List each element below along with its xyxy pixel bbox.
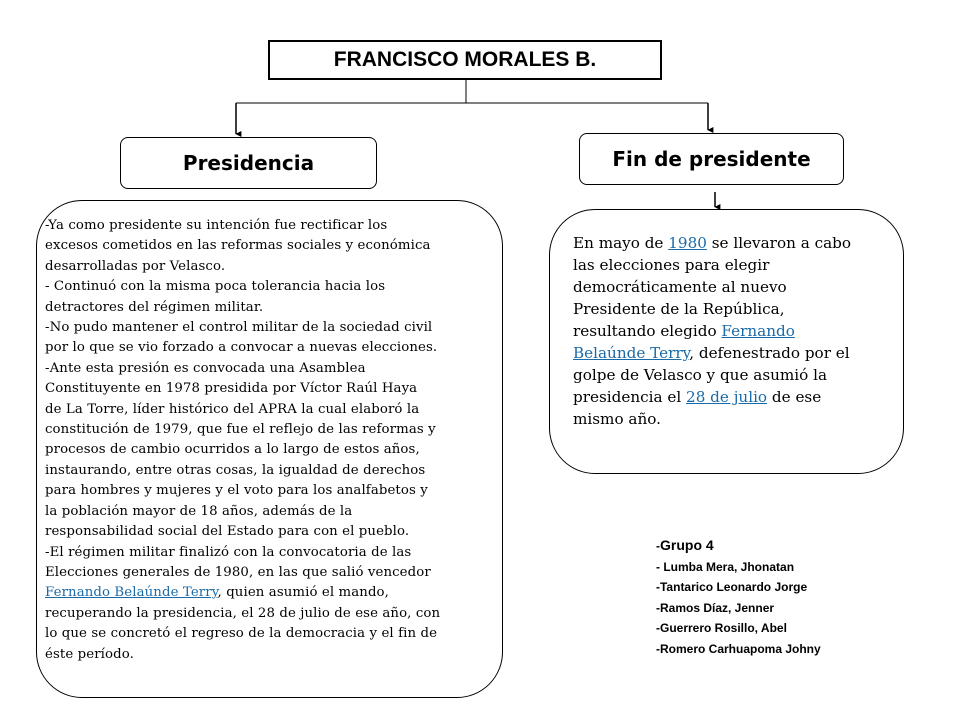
right-text-part-4: de ese mismo año.	[573, 388, 822, 428]
group-member: - Lumba Mera, Jhonatan	[656, 559, 795, 574]
link-1980[interactable]: 1980	[668, 234, 707, 252]
link-fernando-belaunde-terry[interactable]: Fernando Belaúnde Terry	[45, 585, 218, 601]
group-member: -Tantarico Leonardo Jorge	[656, 580, 808, 594]
group-members	[656, 535, 916, 659]
right-text-part-1: En mayo de	[573, 234, 669, 252]
group-member: -Ramos Díaz, Jenner	[656, 600, 775, 615]
left-panel-text	[45, 216, 505, 665]
link-28-de-julio[interactable]: 28 de julio	[686, 388, 768, 406]
link-fernando[interactable]: Fernando	[721, 322, 795, 340]
group-member: -Guerrero Rosillo, Abel	[656, 621, 787, 635]
left-text-part-1: -Ya como presidente su intención fue rectificar los excesos cometidos en las reformas sociales y económica desarrolladas por Velasco. - Continuó con la misma poca tolerancia hacia los detractores del régimen militar. -No pudo mantener el control militar de la sociedad civil por lo que se vio forzado a convocar a nuevas elecciones. -Ante esta presión es convocada una Asamblea Constituyente en 1978 presidida por Víctor Raúl Haya de La Torre, líder histórico del APRA la cual elaboró la constitución de 1979, que fue el reflejo de las reformas y procesos de cambio ocurridos a lo largo de estos años, instaurando, entre otras cosas, la igualdad de derechos para hombres y mujeres y el voto para los analfabetos y la población mayor de 18 años, además de la responsabilidad social del Estado para con el pueblo. -El régimen militar finalizó con la convocatoria de las Elecciones generales de 1980, en las que salió vencedor	[45, 218, 438, 580]
group-title: -Grupo 4	[656, 537, 714, 553]
diagram-title: FRANCISCO MORALES B.	[268, 40, 662, 80]
right-panel-text	[573, 232, 891, 430]
group-member: -Romero Carhuapoma Johny	[656, 641, 821, 656]
right-text-part-3: , defenestrado por el golpe de Velasco y que asumió la presidencia el	[573, 344, 850, 406]
right-text-part-2: se llevaron a cabo las elecciones para elegir democráticamente al nuevo Presidente de la República, resultando elegido	[573, 234, 852, 340]
left-text-part-2: , quien asumió el mando, recuperando la presidencia, el 28 de julio de ese año, con lo que se concretó el regreso de la democracia y el fin de éste período.	[45, 585, 441, 662]
node-fin-de-presidente: Fin de presidente	[579, 133, 844, 185]
link-belaunde-terry[interactable]: Belaúnde Terry	[573, 344, 690, 362]
node-presidencia: Presidencia	[120, 137, 377, 189]
